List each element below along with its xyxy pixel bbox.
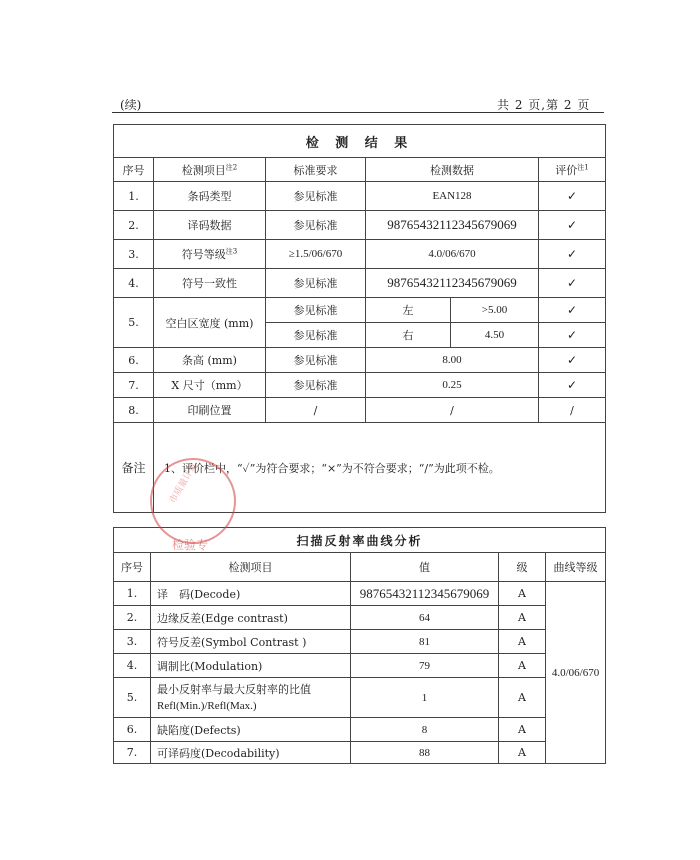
row-no: 7. <box>114 373 154 398</box>
row-standard: 参见标准 <box>266 269 366 298</box>
scan-row-item: 最小反射率与最大反射率的比值 Refl(Min.)/Refl(Max.) <box>151 678 351 718</box>
row-eval: ✓ <box>539 373 606 398</box>
scan-row-no: 4. <box>114 654 151 678</box>
row-no: 5. <box>114 298 154 348</box>
row-no: 8. <box>114 398 154 423</box>
row-eval: ✓ <box>539 240 606 269</box>
row-no: 6. <box>114 348 154 373</box>
results-title: 检 测 结 果 <box>114 125 606 158</box>
col-no-header: 序号 <box>114 158 154 182</box>
scan-row-value: 79 <box>351 654 499 678</box>
row-data: 4.0/06/670 <box>366 240 539 269</box>
scan-row-no: 6. <box>114 718 151 742</box>
scan-row-grade: A <box>499 678 546 718</box>
col-data-header: 检测数据 <box>366 158 539 182</box>
scan-row-grade: A <box>499 654 546 678</box>
row-no: 4. <box>114 269 154 298</box>
scan-col-item: 检测项目 <box>151 553 351 582</box>
row-item: 符号一致性 <box>154 269 266 298</box>
table-row <box>114 582 606 606</box>
remark-label: 备注 <box>114 423 154 513</box>
scan-col-value: 值 <box>351 553 499 582</box>
col-standard-header: 标准要求 <box>266 158 366 182</box>
scan-row-item: 边缘反差(Edge contrast) <box>151 606 351 630</box>
scan-row-value: 8 <box>351 718 499 742</box>
scan-row-no: 1. <box>114 582 151 606</box>
scan-row-value: 64 <box>351 606 499 630</box>
scan-col-grade: 级 <box>499 553 546 582</box>
scan-row-grade: A <box>499 582 546 606</box>
stamp-text: 检验专 <box>172 538 209 552</box>
scan-table <box>113 527 606 764</box>
table-row <box>114 398 606 423</box>
row-data: EAN128 <box>366 182 539 211</box>
row-standard: 参见标准 <box>266 323 366 348</box>
row-standard: 参见标准 <box>266 298 366 323</box>
curve-grade-value: 4.0/06/670 <box>546 582 606 764</box>
results-table <box>113 124 606 513</box>
table-row <box>114 240 606 269</box>
row-standard: / <box>266 398 366 423</box>
row-item: 条高 (mm) <box>154 348 266 373</box>
scan-row-value: 81 <box>351 630 499 654</box>
quiet-zone-value: >5.00 <box>451 298 539 323</box>
scan-row-grade: A <box>499 742 546 764</box>
table-row <box>114 678 606 718</box>
row-data: / <box>366 398 539 423</box>
scan-row-grade: A <box>499 606 546 630</box>
col-item-header: 检测项目$^{注2}$ <box>154 158 266 182</box>
row-standard: ≥1.5/06/670 <box>266 240 366 269</box>
row-no: 1. <box>114 182 154 211</box>
table-row <box>114 742 606 764</box>
col-eval-header: 评价$^{注1}$ <box>539 158 606 182</box>
remark-text: 1、评价栏中，“✓”为符合要求；“×”为不符合要求；“/”为此项不检。 <box>154 423 606 513</box>
scan-title: 扫描反射率曲线分析 <box>114 528 606 553</box>
table-row <box>114 654 606 678</box>
scan-row-no: 2. <box>114 606 151 630</box>
continued-label: (续) <box>120 98 142 112</box>
row-standard: 参见标准 <box>266 211 366 240</box>
row-data: 98765432112345679069 <box>366 211 539 240</box>
row-no: 3. <box>114 240 154 269</box>
scan-row-grade: A <box>499 630 546 654</box>
table-row <box>114 373 606 398</box>
page-info: 共 2 页,第 2 页 <box>497 98 591 112</box>
table-row <box>114 606 606 630</box>
row-item: 条码类型 <box>154 182 266 211</box>
results-header-row <box>114 158 606 182</box>
scan-row-no: 7. <box>114 742 151 764</box>
scan-row-value: 88 <box>351 742 499 764</box>
scan-row-no: 3. <box>114 630 151 654</box>
row-eval: ✓ <box>539 323 606 348</box>
row-eval: ✓ <box>539 182 606 211</box>
row-eval: ✓ <box>539 211 606 240</box>
row-eval: ✓ <box>539 269 606 298</box>
row-item: 符号等级$^{注3}$ <box>154 240 266 269</box>
row-data: 8.00 <box>366 348 539 373</box>
quiet-zone-side: 左 <box>366 298 451 323</box>
table-row <box>114 348 606 373</box>
scan-header-row <box>114 553 606 582</box>
scan-row-grade: A <box>499 718 546 742</box>
row-eval: / <box>539 398 606 423</box>
row-data: 0.25 <box>366 373 539 398</box>
quiet-zone-side: 右 <box>366 323 451 348</box>
scan-row-item: 译 码(Decode) <box>151 582 351 606</box>
row-standard: 参见标准 <box>266 348 366 373</box>
row-eval: ✓ <box>539 348 606 373</box>
table-row <box>114 269 606 298</box>
scan-row-value: 98765432112345679069 <box>351 582 499 606</box>
scan-row-value: 1 <box>351 678 499 718</box>
stamp-arc-text: 市质量计量 <box>168 461 200 506</box>
scan-row-item: 可译码度(Decodability) <box>151 742 351 764</box>
header-rule <box>112 112 604 113</box>
scan-col-curve-grade: 曲线等级 <box>546 553 606 582</box>
row-item: X 尺寸（mm） <box>154 373 266 398</box>
row-standard: 参见标准 <box>266 182 366 211</box>
row-item: 译码数据 <box>154 211 266 240</box>
scan-row-no: 5. <box>114 678 151 718</box>
quiet-zone-value: 4.50 <box>451 323 539 348</box>
scan-row-item: 符号反差(Symbol Contrast ) <box>151 630 351 654</box>
table-row <box>114 630 606 654</box>
scan-row-item: 调制比(Modulation) <box>151 654 351 678</box>
row-standard: 参见标准 <box>266 373 366 398</box>
scan-col-no: 序号 <box>114 553 151 582</box>
row-data: 98765432112345679069 <box>366 269 539 298</box>
row-item: 印刷位置 <box>154 398 266 423</box>
table-row <box>114 718 606 742</box>
row-eval: ✓ <box>539 298 606 323</box>
table-row <box>114 298 606 323</box>
table-row <box>114 182 606 211</box>
row-item: 空白区宽度 (mm) <box>154 298 266 348</box>
row-no: 2. <box>114 211 154 240</box>
table-row <box>114 211 606 240</box>
scan-row-item: 缺陷度(Defects) <box>151 718 351 742</box>
